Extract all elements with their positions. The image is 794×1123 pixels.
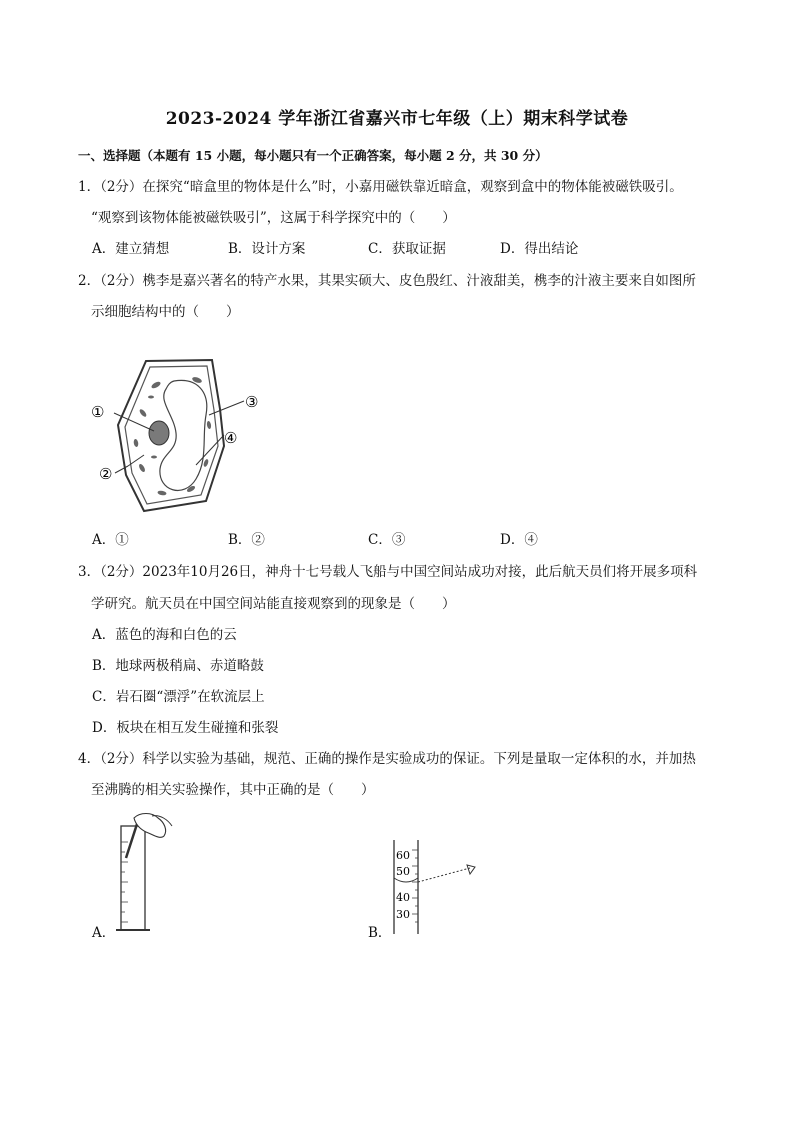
question-1-line-2: “观察到该物体能被磁铁吸引”，这属于科学探究中的（ ） — [91, 210, 456, 226]
graduated-cylinder-pouring-figure — [112, 812, 182, 937]
question-2-line-2: 示细胞结构中的（ ） — [91, 304, 240, 320]
page-title: 2023-2024 学年浙江省嘉兴市七年级（上）期末科学试卷 — [165, 109, 629, 129]
q4-option-a: A． — [92, 925, 116, 941]
cell-label-4: ④ — [224, 429, 238, 447]
question-3-line-1: 3．（2分）2023年10月26日，神舟十七号载人飞船与中国空间站成功对接，此后航天员们将开展多项科 — [78, 564, 698, 580]
question-4-line-1: 4．（2分）科学以实验为基础，规范、正确的操作是实验成功的保证。下列是量取一定体积的水，并加热 — [78, 751, 696, 767]
q1-option-d: D．得出结论 — [500, 241, 579, 257]
q2-option-d: D．④ — [500, 532, 538, 548]
question-3-line-2: 学研究。航天员在中国空间站能直接观察到的现象是（ ） — [91, 596, 456, 612]
scale-label-50: 50 — [396, 865, 410, 878]
q2-option-c: C．③ — [368, 532, 406, 548]
cylinder-scale-reading-figure — [390, 838, 490, 938]
question-4-line-2: 至沸腾的相关实验操作，其中正确的是（ ） — [91, 782, 375, 798]
plant-cell-diagram — [88, 355, 278, 520]
cell-label-3: ③ — [245, 393, 259, 411]
q1-option-c: C．获取证据 — [368, 241, 446, 257]
cell-label-2: ② — [99, 465, 113, 483]
cell-label-1: ① — [91, 403, 105, 421]
scale-label-40: 40 — [396, 891, 410, 904]
q1-option-b: B．设计方案 — [228, 241, 306, 257]
q3-option-c: C．岩石圈“漂浮”在软流层上 — [92, 689, 265, 705]
q2-option-b: B．② — [228, 532, 265, 548]
q1-option-a: A．建立猜想 — [92, 241, 170, 257]
question-1-line-1: 1．（2分）在探究“暗盒里的物体是什么”时，小嘉用磁铁靠近暗盒，观察到盒中的物体能被磁铁吸引。 — [78, 179, 683, 195]
q3-option-d: D．板块在相互发生碰撞和张裂 — [92, 720, 279, 736]
scale-label-60: 60 — [396, 849, 410, 862]
section-header: 一、选择题（本题有 15 小题，每小题只有一个正确答案，每小题 2 分，共 30 分） — [78, 148, 548, 163]
q4-option-b: B． — [368, 925, 392, 941]
q3-option-b: B．地球两极稍扁、赤道略鼓 — [92, 658, 264, 674]
q3-option-a: A．蓝色的海和白色的云 — [92, 627, 237, 643]
question-2-line-1: 2．（2分）槜李是嘉兴著名的特产水果，其果实硕大、皮色殷红、汁液甜美，槜李的汁液主要来自如图所 — [78, 273, 696, 289]
q2-option-a: A．① — [92, 532, 129, 548]
scale-label-30: 30 — [396, 908, 410, 921]
